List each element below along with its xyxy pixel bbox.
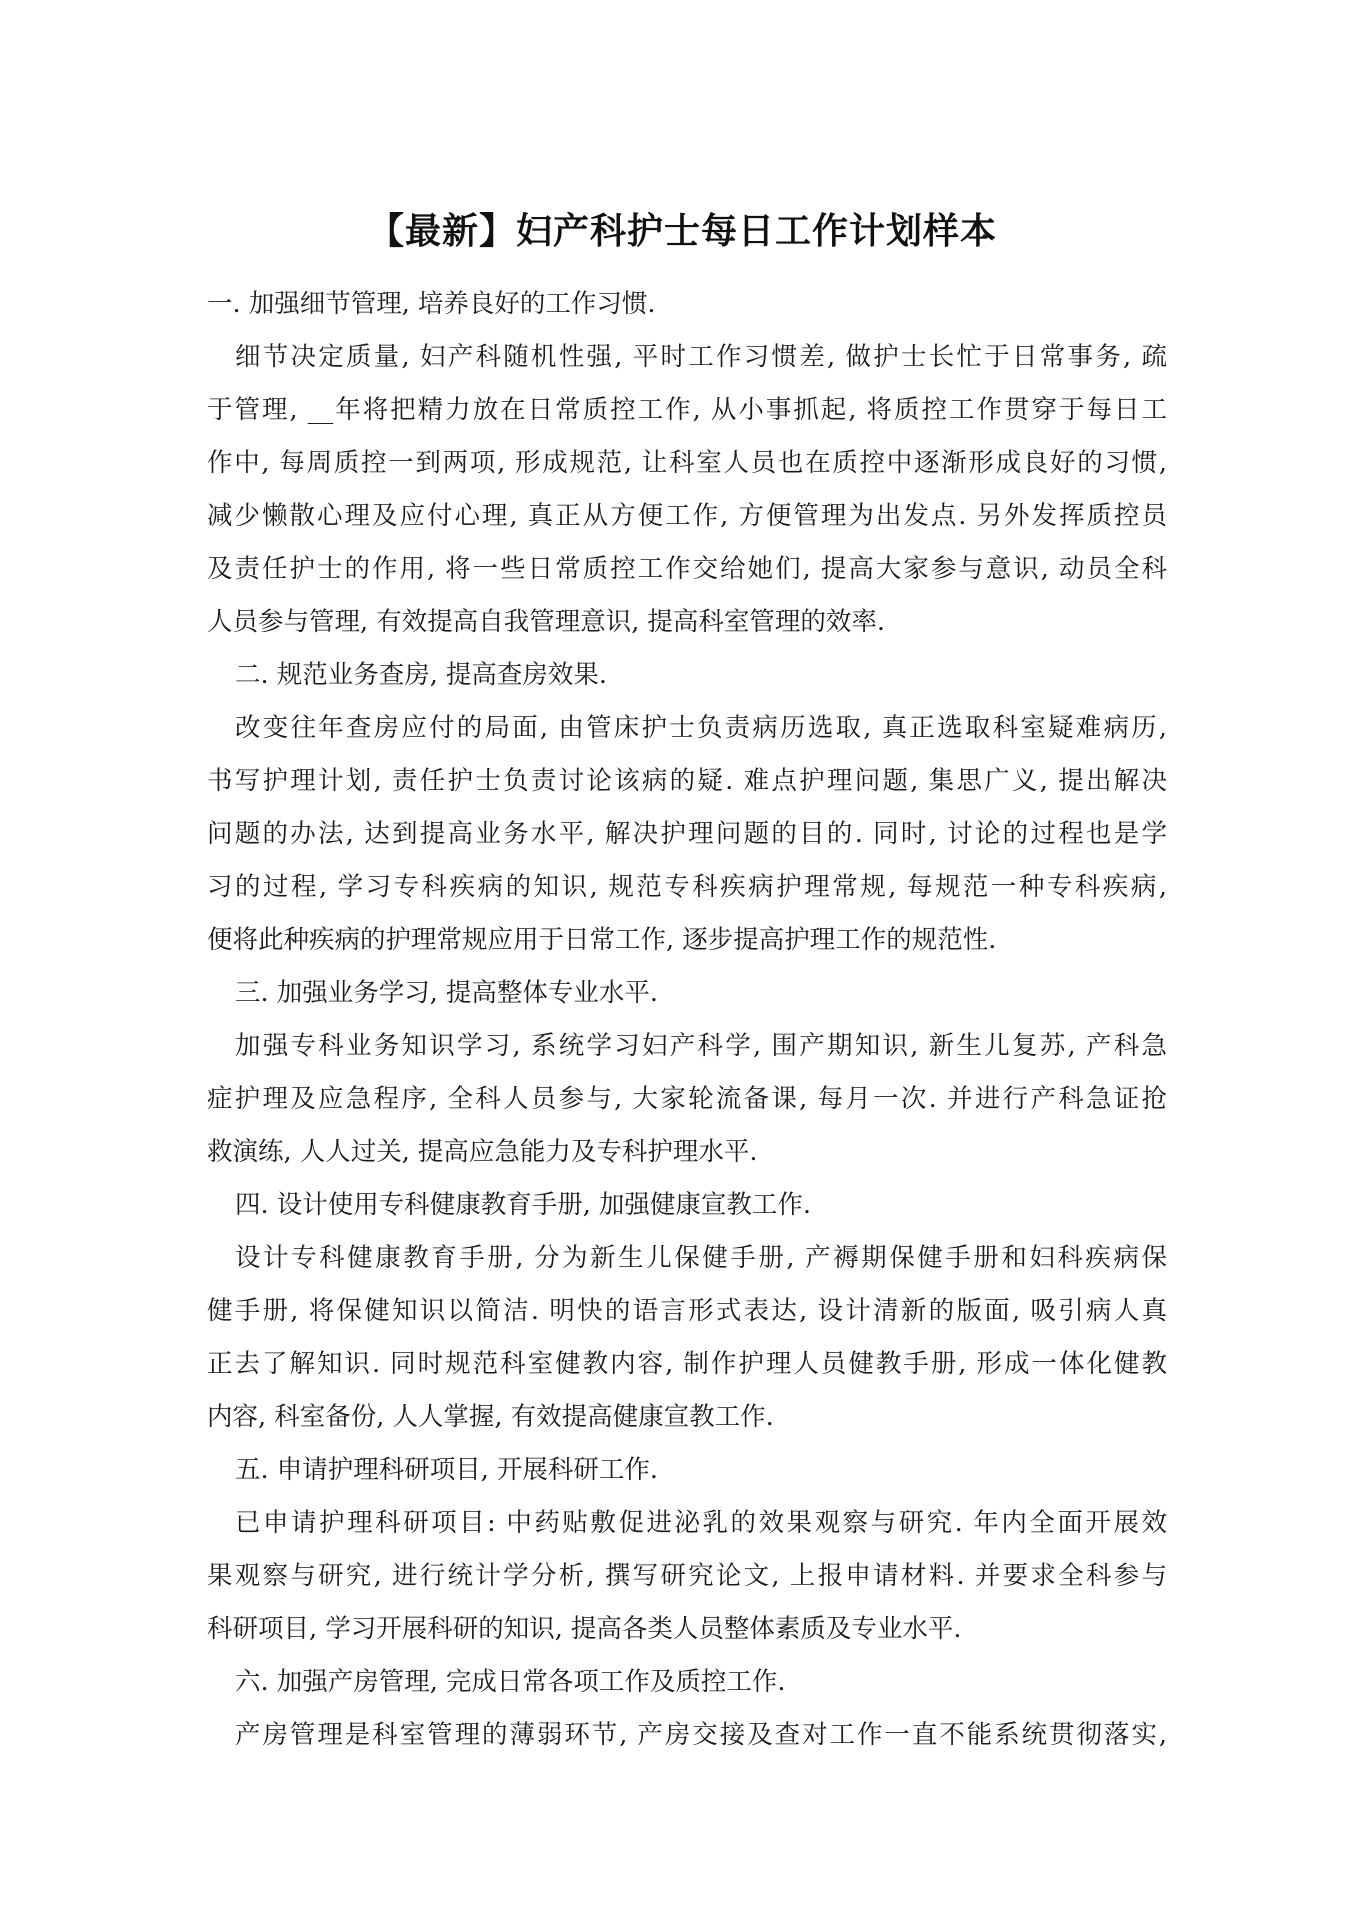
paragraph-line: 人员参与管理, 有效提高自我管理意识, 提高科室管理的效率. [207,607,886,637]
section-heading-1: 一. 加强细节管理, 培养良好的工作习惯. [207,289,656,319]
paragraph-line: 加强专科业务知识学习, 系统学习妇产科学, 围产期知识, 新生儿复苏, 产科急 [235,1031,1167,1061]
section-heading-4: 四. 设计使用专科健康教育手册, 加强健康宣教工作. [235,1190,812,1220]
document-title: 【最新】妇产科护士每日工作计划样本 [367,211,997,252]
paragraph-line: 细节决定质量, 妇产科随机性强, 平时工作习惯差, 做护士长忙于日常事务, 疏 [235,342,1167,372]
section-heading-3: 三. 加强业务学习, 提高整体专业水平. [235,978,659,1008]
paragraph-line: 减少懒散心理及应付心理, 真正从方便工作, 方便管理为出发点. 另外发挥质控员 [207,501,1167,531]
paragraph-line: 救演练, 人人过关, 提高应急能力及专科护理水平. [207,1137,758,1167]
paragraph-line: 作中, 每周质控一到两项, 形成规范, 让科室人员也在质控中逐渐形成良好的习惯, [207,448,1167,478]
paragraph-line: 内容, 科室备份, 人人掌握, 有效提高健康宣教工作. [207,1402,774,1432]
paragraph-line: 于管理, __年将把精力放在日常质控工作, 从小事抓起, 将质控工作贯穿于每日工 [207,395,1167,425]
paragraph-line: 习的过程, 学习专科疾病的知识, 规范专科疾病护理常规, 每规范一种专科疾病, [207,872,1167,902]
section-heading-5: 五. 申请护理科研项目, 开展科研工作. [235,1455,659,1485]
document-body [207,278,1167,1762]
section-heading-6: 六. 加强产房管理, 完成日常各项工作及质控工作. [235,1667,786,1697]
section-heading-2: 二. 规范业务查房, 提高查房效果. [235,660,608,690]
paragraph-line: 果观察与研究, 进行统计学分析, 撰写研究论文, 上报申请材料. 并要求全科参与 [207,1561,1167,1591]
paragraph-line: 问题的办法, 达到提高业务水平, 解决护理问题的目的. 同时, 讨论的过程也是学 [207,819,1167,849]
paragraph-line: 健手册, 将保健知识以简洁. 明快的语言形式表达, 设计清新的版面, 吸引病人真 [207,1296,1167,1326]
paragraph-line: 症护理及应急程序, 全科人员参与, 大家轮流备课, 每月一次. 并进行产科急证抢 [207,1084,1167,1114]
paragraph-line: 正去了解知识. 同时规范科室健教内容, 制作护理人员健教手册, 形成一体化健教 [207,1349,1167,1379]
paragraph-line: 及责任护士的作用, 将一些日常质控工作交给她们, 提高大家参与意识, 动员全科 [207,554,1167,584]
paragraph-line: 科研项目, 学习开展科研的知识, 提高各类人员整体素质及专业水平. [207,1614,962,1644]
paragraph-line: 书写护理计划, 责任护士负责讨论该病的疑. 难点护理问题, 集思广义, 提出解决 [207,766,1167,796]
paragraph-line: 已申请护理科研项目: 中药贴敷促进泌乳的效果观察与研究. 年内全面开展效 [235,1508,1167,1538]
paragraph-line: 便将此种疾病的护理常规应用于日常工作, 逐步提高护理工作的规范性. [207,925,997,955]
paragraph-line: 改变往年查房应付的局面, 由管床护士负责病历选取, 真正选取科室疑难病历, [235,713,1167,743]
paragraph-line: 产房管理是科室管理的薄弱环节, 产房交接及查对工作一直不能系统贯彻落实, [235,1720,1167,1750]
paragraph-line: 设计专科健康教育手册, 分为新生儿保健手册, 产褥期保健手册和妇科疾病保 [235,1243,1167,1273]
